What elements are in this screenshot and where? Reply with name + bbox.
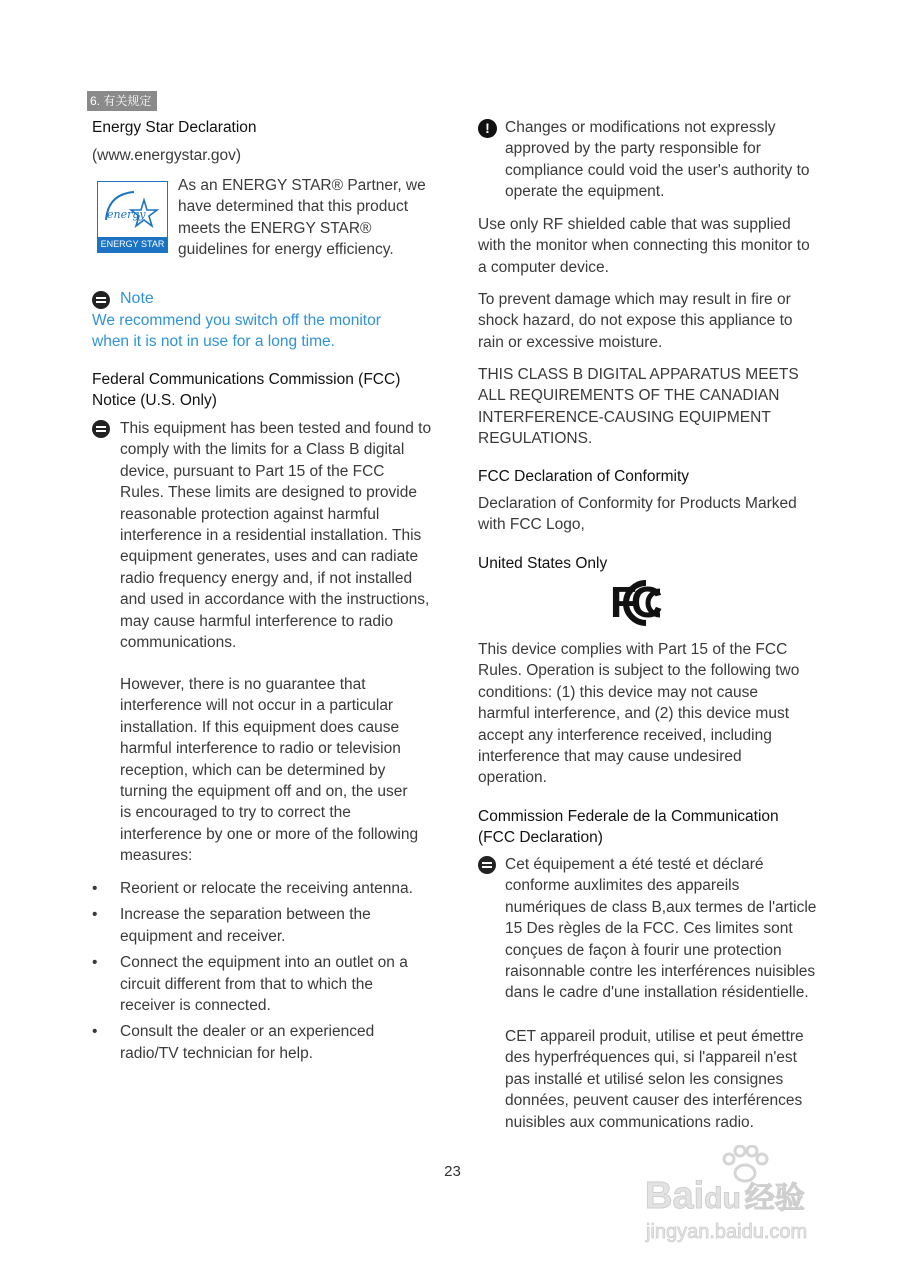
watermark-site: jingyan.baidu.com: [646, 1221, 808, 1243]
energy-star-logo: [97, 181, 168, 253]
energy-logo-label: ENERGY STAR: [98, 237, 167, 252]
french-paragraph-2: CET appareil produit, utilise et peut émettre des hyperfréquences qui, si l'appareil n'est pas installé et utilisé selon les consignes données, peuvent causer des interférences nuisibles aux communications radio.: [505, 1028, 804, 1131]
us-only-heading: United States Only: [478, 555, 608, 572]
energy-logo-script: energy: [107, 208, 146, 221]
fire-paragraph: To prevent damage which may result in fire or shock hazard, do not expose this appliance to rain or excessive moisture.: [478, 291, 793, 351]
energy-star-url: (www.energystar.gov): [92, 147, 242, 164]
french-paragraph-1: Cet équipement a été testé et déclaré conforme auxlimites des appareils numériques de class B,aux termes de l'article 15 Des règles de la FCC. Ces limites sont conçues de façon à fourir une protection raisonnable contre les interférences nuisibles dans le cadre d'une installation résidentielle.: [505, 856, 817, 1002]
conformity-text: Declaration of Conformity for Products Marked with FCC Logo,: [478, 495, 797, 534]
fcc-paragraph-1: This equipment has been tested and found to comply with the limits for a Class B digital device, pursuant to Part 15 of the FCC Rules. These limits are designed to provide reasonable protection against harmful interference in a residential installation. This equipment generates, uses and can radiate radio frequency energy and, if not installed and used in accordance with the instructions, may cause harmful interference to radio communications.: [120, 420, 432, 652]
watermark-brand-left: Bai: [645, 1175, 705, 1217]
fcc-logo-text: FC: [610, 578, 657, 627]
list-item: • Consult the dealer or an experienced radio/TV technician for help.: [92, 1021, 432, 1064]
warning-text: Changes or modifications not expressly approved by the party responsible for compliance could void the user's authority to operate the equipment.: [505, 119, 810, 201]
french-note-icon: [478, 856, 496, 874]
energy-star-paragraph: As an ENERGY STAR® Partner, we have determined that this product meets the ENERGY STAR® guidelines for energy efficiency.: [178, 177, 426, 259]
cable-paragraph: Use only RF shielded cable that was supplied with the monitor when connecting this monitor to a computer device.: [478, 216, 810, 276]
watermark-brand-mid: du: [704, 1182, 741, 1215]
energy-star-heading: Energy Star Declaration: [92, 119, 257, 136]
note-icon: [92, 291, 110, 309]
list-item: • Connect the equipment into an outlet on a circuit different from that to which the receiver is connected.: [92, 952, 432, 1016]
note-text: We recommend you switch off the monitor when it is not in use for a long time.: [92, 312, 381, 351]
conformity-heading: FCC Declaration of Conformity: [478, 468, 690, 485]
complies-paragraph: This device complies with Part 15 of the FCC Rules. Operation is subject to the following two conditions: (1) this device may not cause harmful interference, and (2) this device must accept any interference received, including interference that may cause undesired operation.: [478, 641, 800, 787]
french-heading: Commission Federale de la Communication (FCC Declaration): [478, 808, 779, 846]
baidu-watermark: [640, 1145, 860, 1255]
warning-icon: !: [478, 119, 497, 138]
canada-paragraph: THIS CLASS B DIGITAL APPARATUS MEETS ALL REQUIREMENTS OF THE CANADIAN INTERFERENCE-CAUSING EQUIPMENT REGULATIONS.: [478, 366, 799, 448]
watermark-brand-cn: 经验: [744, 1182, 805, 1215]
page-number: 23: [444, 1163, 461, 1180]
note-title: Note: [120, 290, 154, 307]
fcc-logo: [610, 579, 682, 627]
list-item: • Reorient or relocate the receiving antenna.: [92, 878, 432, 899]
list-item: • Increase the separation between the equipment and receiver.: [92, 904, 432, 947]
fcc-paragraph-2: However, there is no guarantee that interference will not occur in a particular installation. If this equipment does cause harmful interference to radio or television reception, which can be determined by turning the equipment off and on, the user is encouraged to try to correct the interference by one or more of the following measures:: [120, 676, 419, 865]
fcc-notice-heading: Federal Communications Commission (FCC) Notice (U.S. Only): [92, 371, 401, 409]
measures-list: [92, 878, 432, 1069]
section-tag: 6. 有关规定: [87, 91, 157, 111]
fcc-note-icon: [92, 420, 110, 438]
